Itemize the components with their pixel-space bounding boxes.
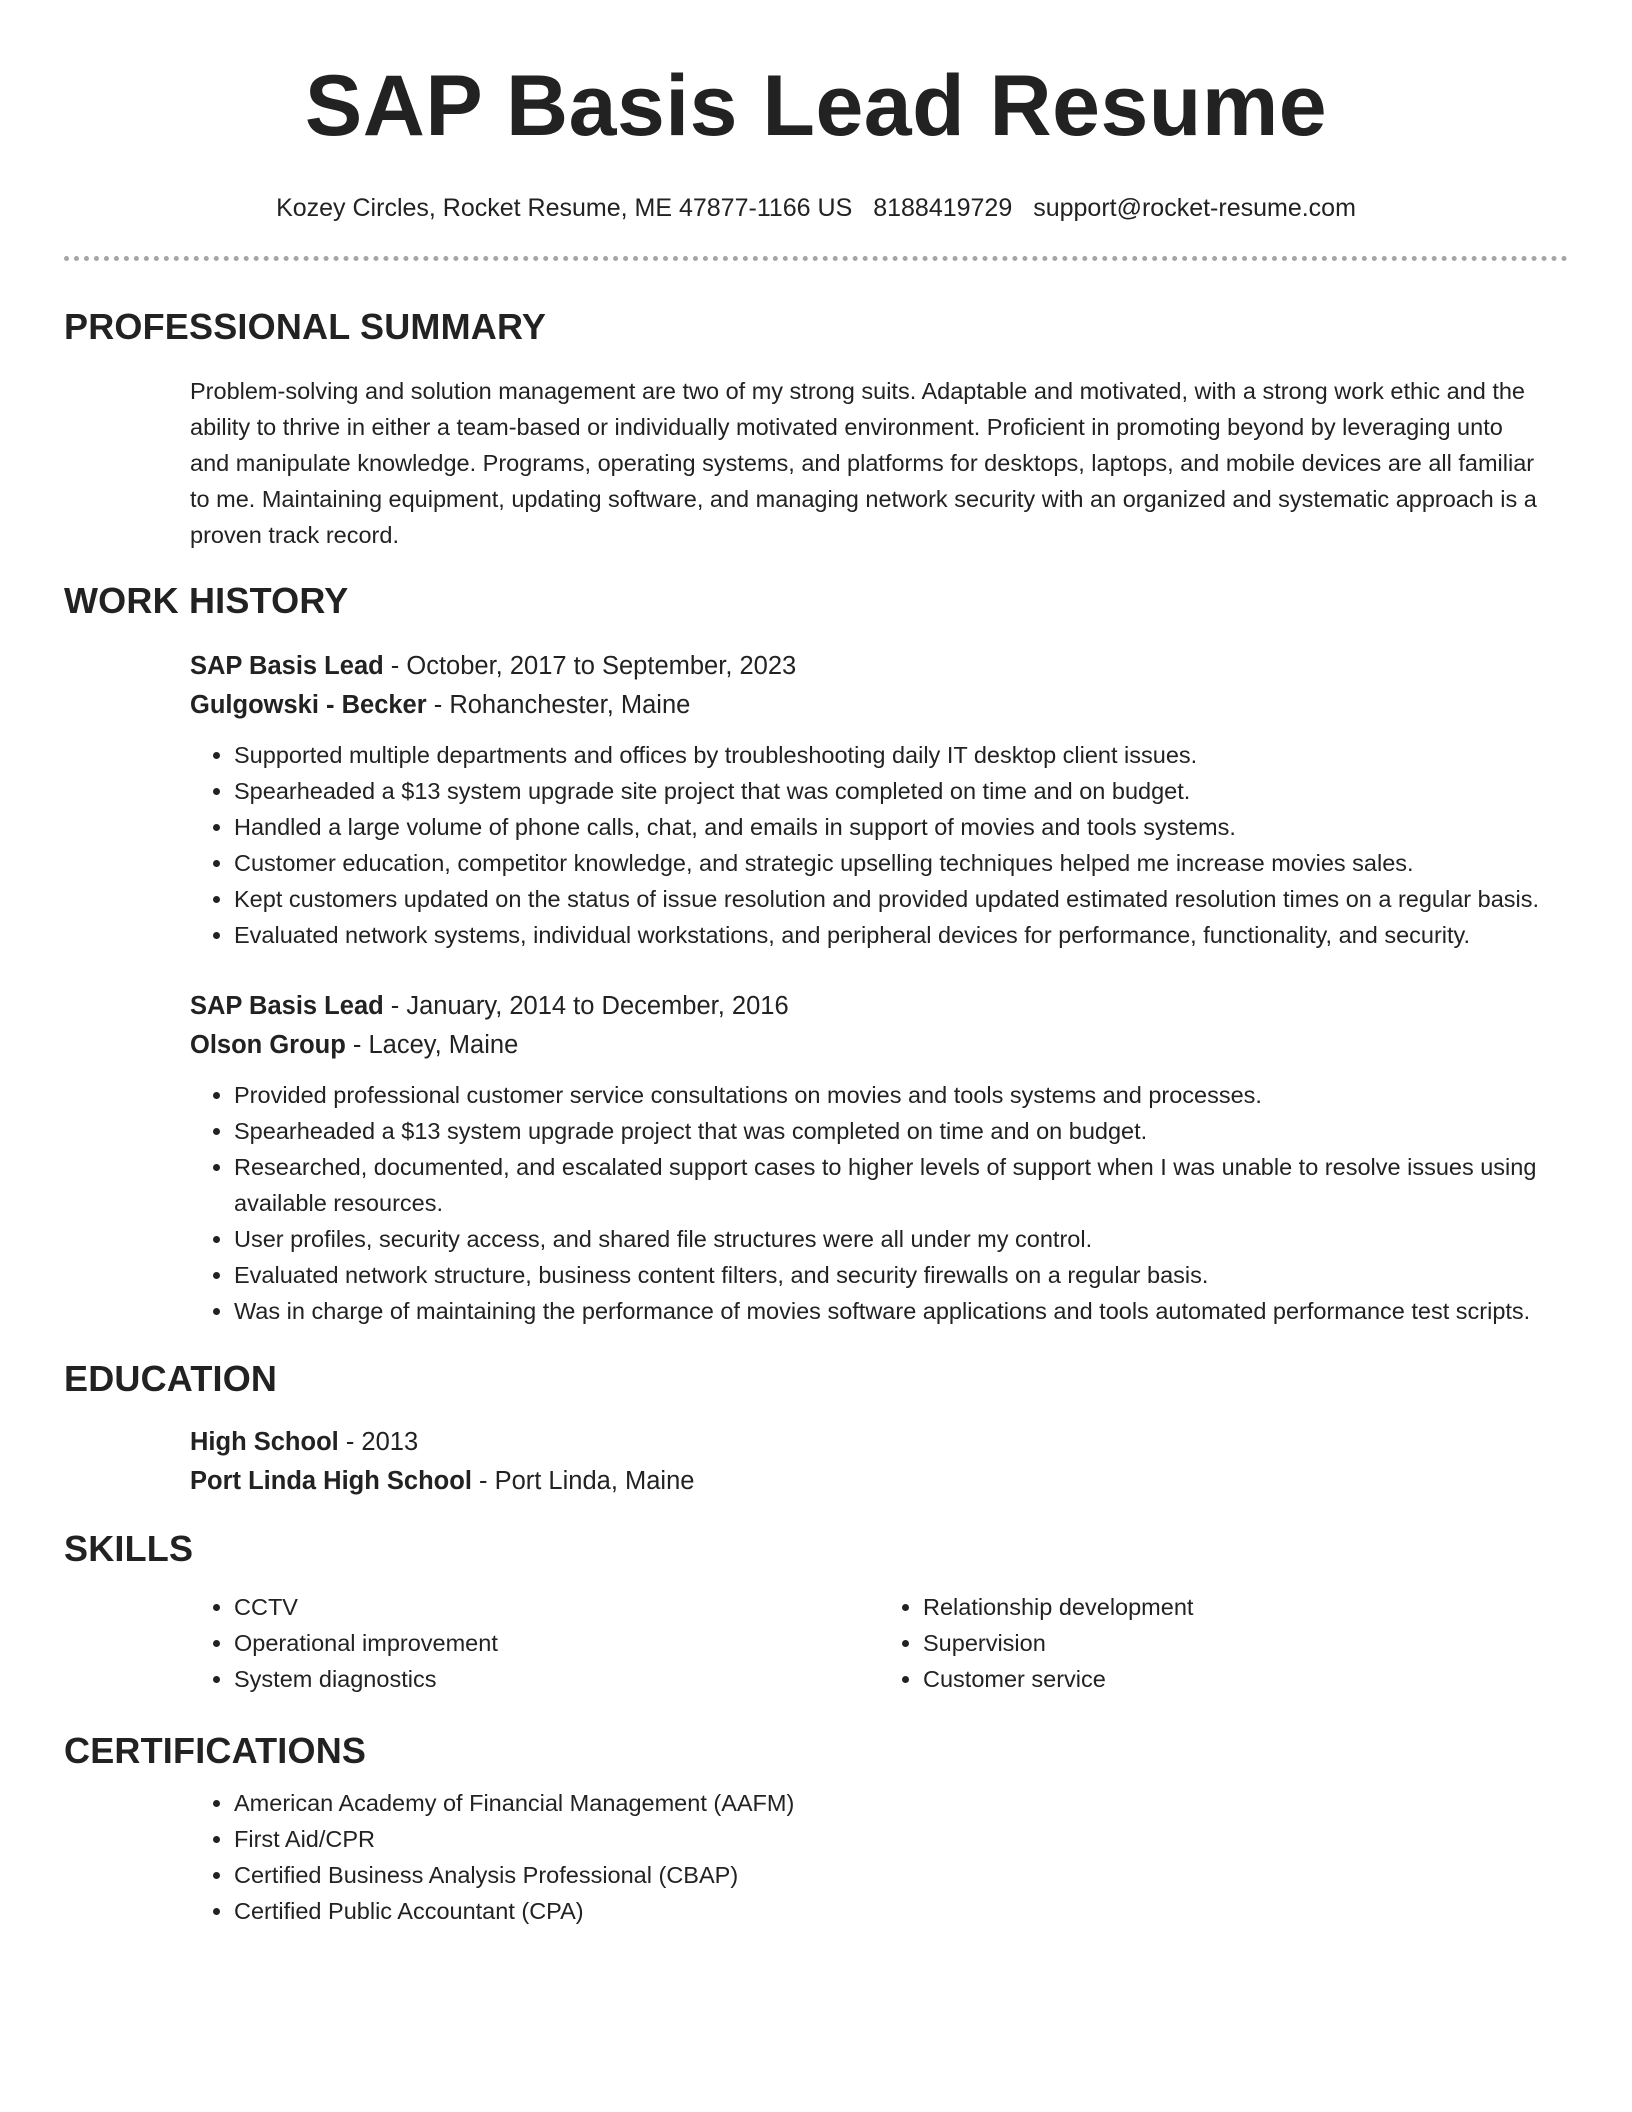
contact-email: support@rocket-resume.com [1033,194,1356,222]
education-year: - 2013 [338,1428,419,1456]
list-item: • Kept customers updated on the status of issue resolution and provided updated estimated resolution times on a regular basis. [234,881,1568,917]
list-item: • Spearheaded a $13 system upgrade site project that was completed on time and on budget. [234,773,1568,809]
job-role: SAP Basis Lead [190,652,384,680]
job-company: Gulgowski - Becker [190,691,427,719]
job-role-line [190,987,1568,1026]
skill-item: • Operational improvement [234,1625,879,1661]
list-item: • Researched, documented, and escalated support cases to higher levels of support when I was unable to resolve issues using available resources. [234,1149,1568,1221]
job-role-line [190,647,1568,686]
list-item: • Handled a large volume of phone calls, chat, and emails in support of movies and tools systems. [234,809,1568,845]
job-entry [190,647,1568,953]
skill-item: • Customer service [923,1661,1568,1697]
contact-phone: 8188419729 [873,194,1013,222]
skill-item: • System diagnostics [234,1661,879,1697]
list-item: • Supported multiple departments and offices by troubleshooting daily IT desktop client issues. [234,737,1568,773]
section-title-summary: PROFESSIONAL SUMMARY [64,306,547,347]
header-divider [64,256,1568,261]
list-item: • Evaluated network structure, business content filters, and security firewalls on a regular basis. [234,1257,1568,1293]
job-entry [190,987,1568,1329]
skill-item: • Relationship development [923,1589,1568,1625]
list-item: • Was in charge of maintaining the performance of movies software applications and tools automated performance test scripts. [234,1293,1568,1329]
skill-item: • Supervision [923,1625,1568,1661]
education-degree: High School [190,1428,339,1456]
work-history [64,647,1568,1329]
list-item: • User profiles, security access, and shared file structures were all under my control. [234,1221,1568,1257]
skills-section [64,1589,1568,1697]
certification-item: • American Academy of Financial Management (AAFM) [234,1785,1568,1821]
job-company-line [190,686,1568,725]
skills-grid [190,1589,1568,1697]
list-item: • Customer education, competitor knowledge, and strategic upselling techniques helped me increase movies sales. [234,845,1568,881]
resume-header [64,0,1568,224]
summary-text: Problem-solving and solution management are two of my strong suits. Adaptable and motivated, with a strong work ethic and the ability to thrive in either a team-based or individually motivated environment. Proficient in promoting beyond by leveraging unto and manipulate knowledge. Programs, operating systems, and platforms for desktops, laptops, and mobile devices are all familiar to me. Maintaining equipment, updating software, and managing network security with an organized and systematic approach is a proven track record. [190,378,1537,548]
contact-line [64,192,1568,224]
certification-item: • First Aid/CPR [234,1821,1568,1857]
certification-item: • Certified Business Analysis Professional (CBAP) [234,1857,1568,1893]
list-item: • Spearheaded a $13 system upgrade project that was completed on time and on budget. [234,1113,1568,1149]
section-title-education: EDUCATION [64,1358,278,1399]
job-company-line [190,1026,1568,1065]
skill-item: • CCTV [234,1589,879,1625]
job-dates: - January, 2014 to December, 2016 [383,992,789,1020]
education-school: Port Linda High School [190,1467,472,1495]
list-item: • Provided professional customer service consultations on movies and tools systems and processes. [234,1077,1568,1113]
list-item: • Evaluated network systems, individual workstations, and peripheral devices for performance, functionality, and security. [234,917,1568,953]
education-location: - Port Linda, Maine [471,1467,695,1495]
section-title-certifications: CERTIFICATIONS [64,1730,367,1771]
job-bullets [190,1077,1568,1329]
job-company: Olson Group [190,1031,346,1059]
section-title-work-history: WORK HISTORY [64,580,349,621]
certifications-list [190,1785,1568,1929]
job-location: - Lacey, Maine [345,1031,519,1059]
job-role: SAP Basis Lead [190,992,384,1020]
education-school-line [190,1462,1568,1501]
education-entry [64,1423,1568,1501]
resume-title: SAP Basis Lead Resume [304,58,1328,154]
job-location: - Rohanchester, Maine [426,691,691,719]
certification-item: • Certified Public Accountant (CPA) [234,1893,1568,1929]
certifications-section [64,1785,1568,1929]
skills-column-left [190,1589,879,1697]
education-degree-line [190,1423,1568,1462]
contact-address: Kozey Circles, Rocket Resume, ME 47877-1166 US [276,194,853,222]
job-dates: - October, 2017 to September, 2023 [383,652,797,680]
skills-column-right [879,1589,1568,1697]
section-title-skills: SKILLS [64,1528,194,1569]
job-bullets [190,737,1568,953]
